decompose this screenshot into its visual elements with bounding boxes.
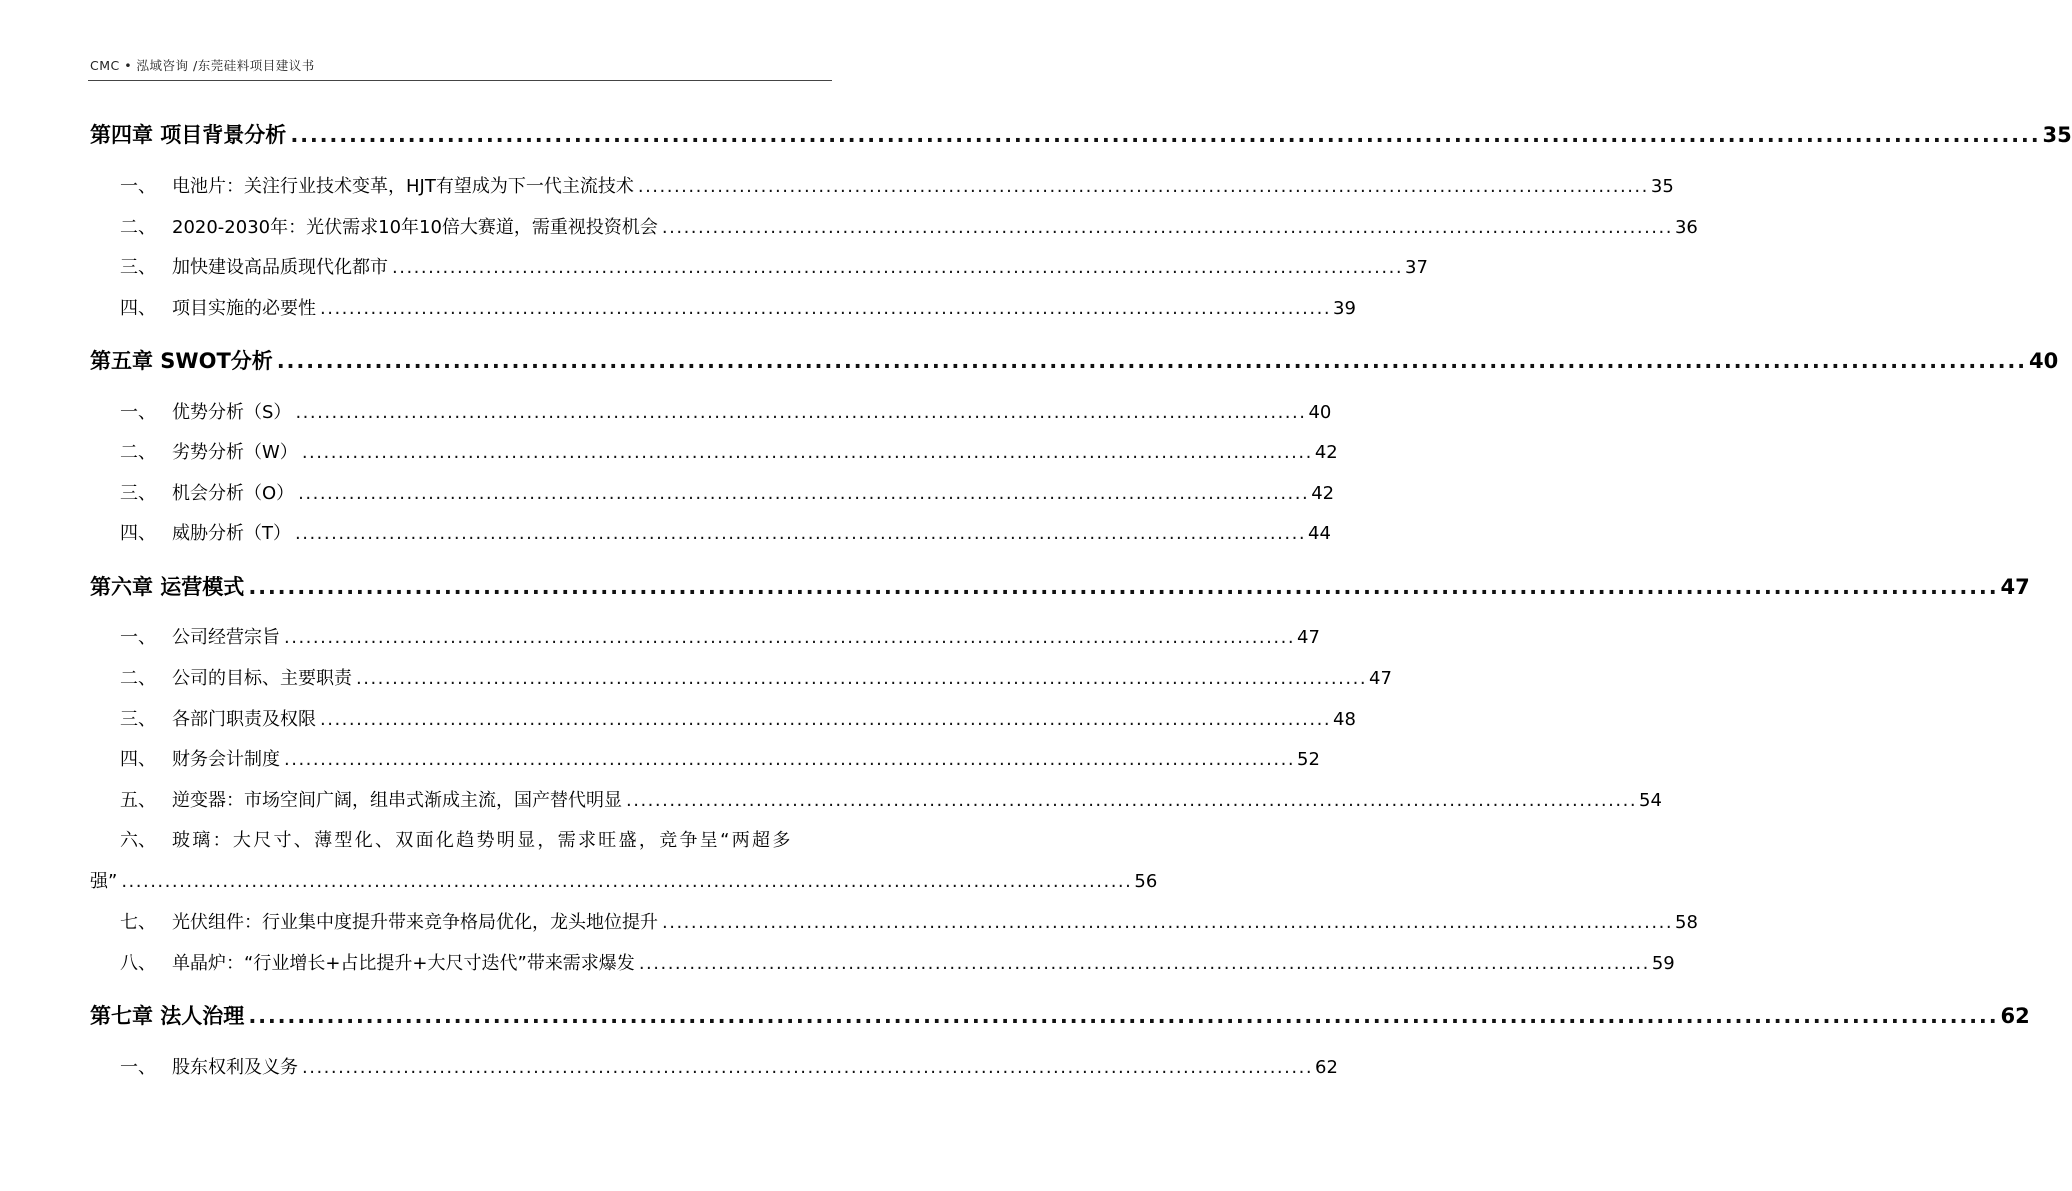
toc-page-number: 59 (1651, 953, 1675, 974)
toc-section-title: 各部门职责及权限 (172, 709, 316, 730)
toc-section-title: 优势分析（S） (172, 402, 292, 423)
toc-section-number: 三、 (120, 257, 156, 278)
toc-page-number: 35 (1650, 176, 1674, 197)
toc-page-number: 40 (2028, 349, 2059, 373)
toc-chapter-label: 第四章 项目背景分析 (90, 123, 287, 147)
toc-section[interactable] (90, 709, 1356, 730)
toc-section-title: 公司的目标、主要职责 (172, 668, 352, 689)
toc-section-number: 四、 (120, 298, 156, 319)
toc-section-number: 三、 (120, 709, 156, 730)
toc-section[interactable] (90, 442, 1338, 463)
toc-section-number: 三、 (120, 483, 156, 504)
toc-section-number: 八、 (120, 953, 156, 974)
toc-leader-dots: ............................................................................................................................................ (284, 749, 1296, 770)
toc-section-title: 单晶炉：“行业增长+占比提升+大尺寸迭代”带来需求爆发 (172, 953, 635, 974)
toc-page-number: 42 (1314, 442, 1338, 463)
toc-page-number: 47 (1369, 668, 1392, 689)
toc-leader-dots: ............................................................................................................................................ (298, 483, 1310, 504)
toc-section[interactable] (90, 749, 1320, 770)
toc-chapter-6[interactable] (90, 575, 2030, 599)
toc-page-number: 56 (1134, 871, 1158, 892)
toc-section-number: 四、 (120, 749, 156, 770)
toc-page-number: 62 (2000, 1004, 2030, 1028)
toc-page-number: 47 (2000, 575, 2030, 599)
toc-leader-dots: ............................................................................................................................................ (295, 523, 1307, 544)
toc-page-number: 52 (1297, 749, 1320, 770)
toc-section[interactable] (90, 953, 1675, 974)
toc-section-title: 2020-2030年：光伏需求10年10倍大赛道，需重视投资机会 (172, 217, 658, 238)
toc-chapter-label: 第六章 运营模式 (90, 575, 245, 599)
toc-leader-dots: ................................................................................................................................................................................... (248, 1004, 1999, 1028)
toc-page-number: 35 (2042, 123, 2072, 147)
toc-leader-dots: ............................................................................................................................................ (121, 871, 1133, 892)
toc-chapter-4[interactable] (90, 123, 2072, 147)
toc-leader-dots: ............................................................................................................................................ (637, 176, 1649, 197)
toc-leader-dots: ............................................................................................................................................ (661, 217, 1673, 238)
toc-section-title: 光伏组件：行业集中度提升带来竞争格局优化，龙头地位提升 (172, 912, 658, 933)
toc-page-number: 62 (1315, 1057, 1338, 1078)
toc-page-number: 39 (1333, 298, 1356, 319)
toc-section[interactable] (90, 668, 1392, 689)
toc-section-title-line1: 玻璃：大尺寸、薄型化、双面化趋势明显，需求旺盛，竞争呈“两超多 (172, 830, 793, 851)
toc-section-title: 公司经营宗旨 (172, 627, 280, 648)
toc-section[interactable] (90, 1057, 1338, 1078)
toc-section-number: 四、 (120, 523, 156, 544)
toc-chapter-5[interactable] (90, 349, 2059, 373)
toc-section-number: 二、 (120, 668, 156, 689)
toc-leader-dots: ................................................................................................................................................................................... (276, 349, 2027, 373)
toc-page-number: 42 (1311, 483, 1335, 504)
toc-section-number: 一、 (120, 402, 156, 423)
toc-section[interactable] (90, 627, 1320, 648)
toc-section-title-line2: 强” (90, 871, 118, 892)
toc-section[interactable] (90, 483, 1335, 504)
toc-leader-dots: ............................................................................................................................................ (301, 442, 1313, 463)
toc-leader-dots: ............................................................................................................................................ (662, 912, 1674, 933)
toc-section-title: 加快建设高品质现代化都市 (172, 257, 388, 278)
toc-chapter-label: 第五章 SWOT分析 (90, 349, 273, 373)
toc-section-title: 电池片：关注行业技术变革，HJT有望成为下一代主流技术 (172, 176, 634, 197)
toc-section-number: 七、 (120, 912, 156, 933)
toc-section-title: 逆变器：市场空间广阔，组串式渐成主流，国产替代明显 (172, 790, 622, 811)
toc-page-number: 40 (1308, 402, 1332, 423)
toc-section[interactable] (90, 790, 1662, 811)
toc-page-number: 44 (1308, 523, 1331, 544)
toc-leader-dots: ............................................................................................................................................ (626, 790, 1638, 811)
toc-section-title: 股东权利及义务 (172, 1057, 298, 1078)
toc-leader-dots: ............................................................................................................................................ (356, 668, 1368, 689)
toc-leader-dots: ............................................................................................................................................ (392, 257, 1404, 278)
toc-section-number: 二、 (120, 442, 156, 463)
toc-leader-dots: ............................................................................................................................................ (302, 1057, 1314, 1078)
toc-leader-dots: ................................................................................................................................................................................... (290, 123, 2041, 147)
toc-section-number: 一、 (120, 176, 156, 197)
toc-leader-dots: ............................................................................................................................................ (638, 953, 1650, 974)
toc-section-number: 一、 (120, 627, 156, 648)
toc-section-wrapped-line[interactable] (120, 832, 830, 850)
toc-leader-dots: ................................................................................................................................................................................... (248, 575, 1999, 599)
toc-section[interactable] (90, 257, 1428, 278)
toc-section[interactable] (90, 402, 1332, 423)
toc-section-title: 项目实施的必要性 (172, 298, 316, 319)
toc-section[interactable] (90, 912, 1698, 933)
toc-section-number: 五、 (120, 790, 156, 811)
toc-leader-dots: ............................................................................................................................................ (320, 298, 1332, 319)
toc-page-number: 48 (1333, 709, 1356, 730)
toc-section[interactable] (90, 871, 1158, 892)
toc-chapter-label: 第七章 法人治理 (90, 1004, 245, 1028)
toc-section-title: 劣势分析（W） (172, 442, 298, 463)
toc-section-title: 机会分析（O） (172, 483, 295, 504)
toc-chapter-7[interactable] (90, 1004, 2030, 1028)
toc-section-number: 一、 (120, 1057, 156, 1078)
toc-leader-dots: ............................................................................................................................................ (284, 627, 1296, 648)
toc-page-number: 37 (1405, 257, 1428, 278)
toc-section-title: 威胁分析（T） (172, 523, 291, 544)
toc-section[interactable] (90, 217, 1698, 238)
toc-section-title: 财务会计制度 (172, 749, 280, 770)
toc-section[interactable] (90, 523, 1331, 544)
header-rule (88, 80, 832, 81)
toc-page-number: 36 (1674, 217, 1698, 238)
toc-page-number: 58 (1675, 912, 1698, 933)
toc-leader-dots: ............................................................................................................................................ (320, 709, 1332, 730)
toc-section[interactable] (90, 176, 1674, 197)
toc-section-number: 六、 (120, 830, 156, 851)
toc-leader-dots: ............................................................................................................................................ (295, 402, 1307, 423)
toc-section-number: 二、 (120, 217, 156, 238)
toc-section[interactable] (90, 298, 1356, 319)
running-header: CMC • 泓域咨询 /东莞硅料项目建议书 (90, 58, 315, 73)
toc-page-number: 47 (1297, 627, 1320, 648)
toc-page-number: 54 (1639, 790, 1662, 811)
